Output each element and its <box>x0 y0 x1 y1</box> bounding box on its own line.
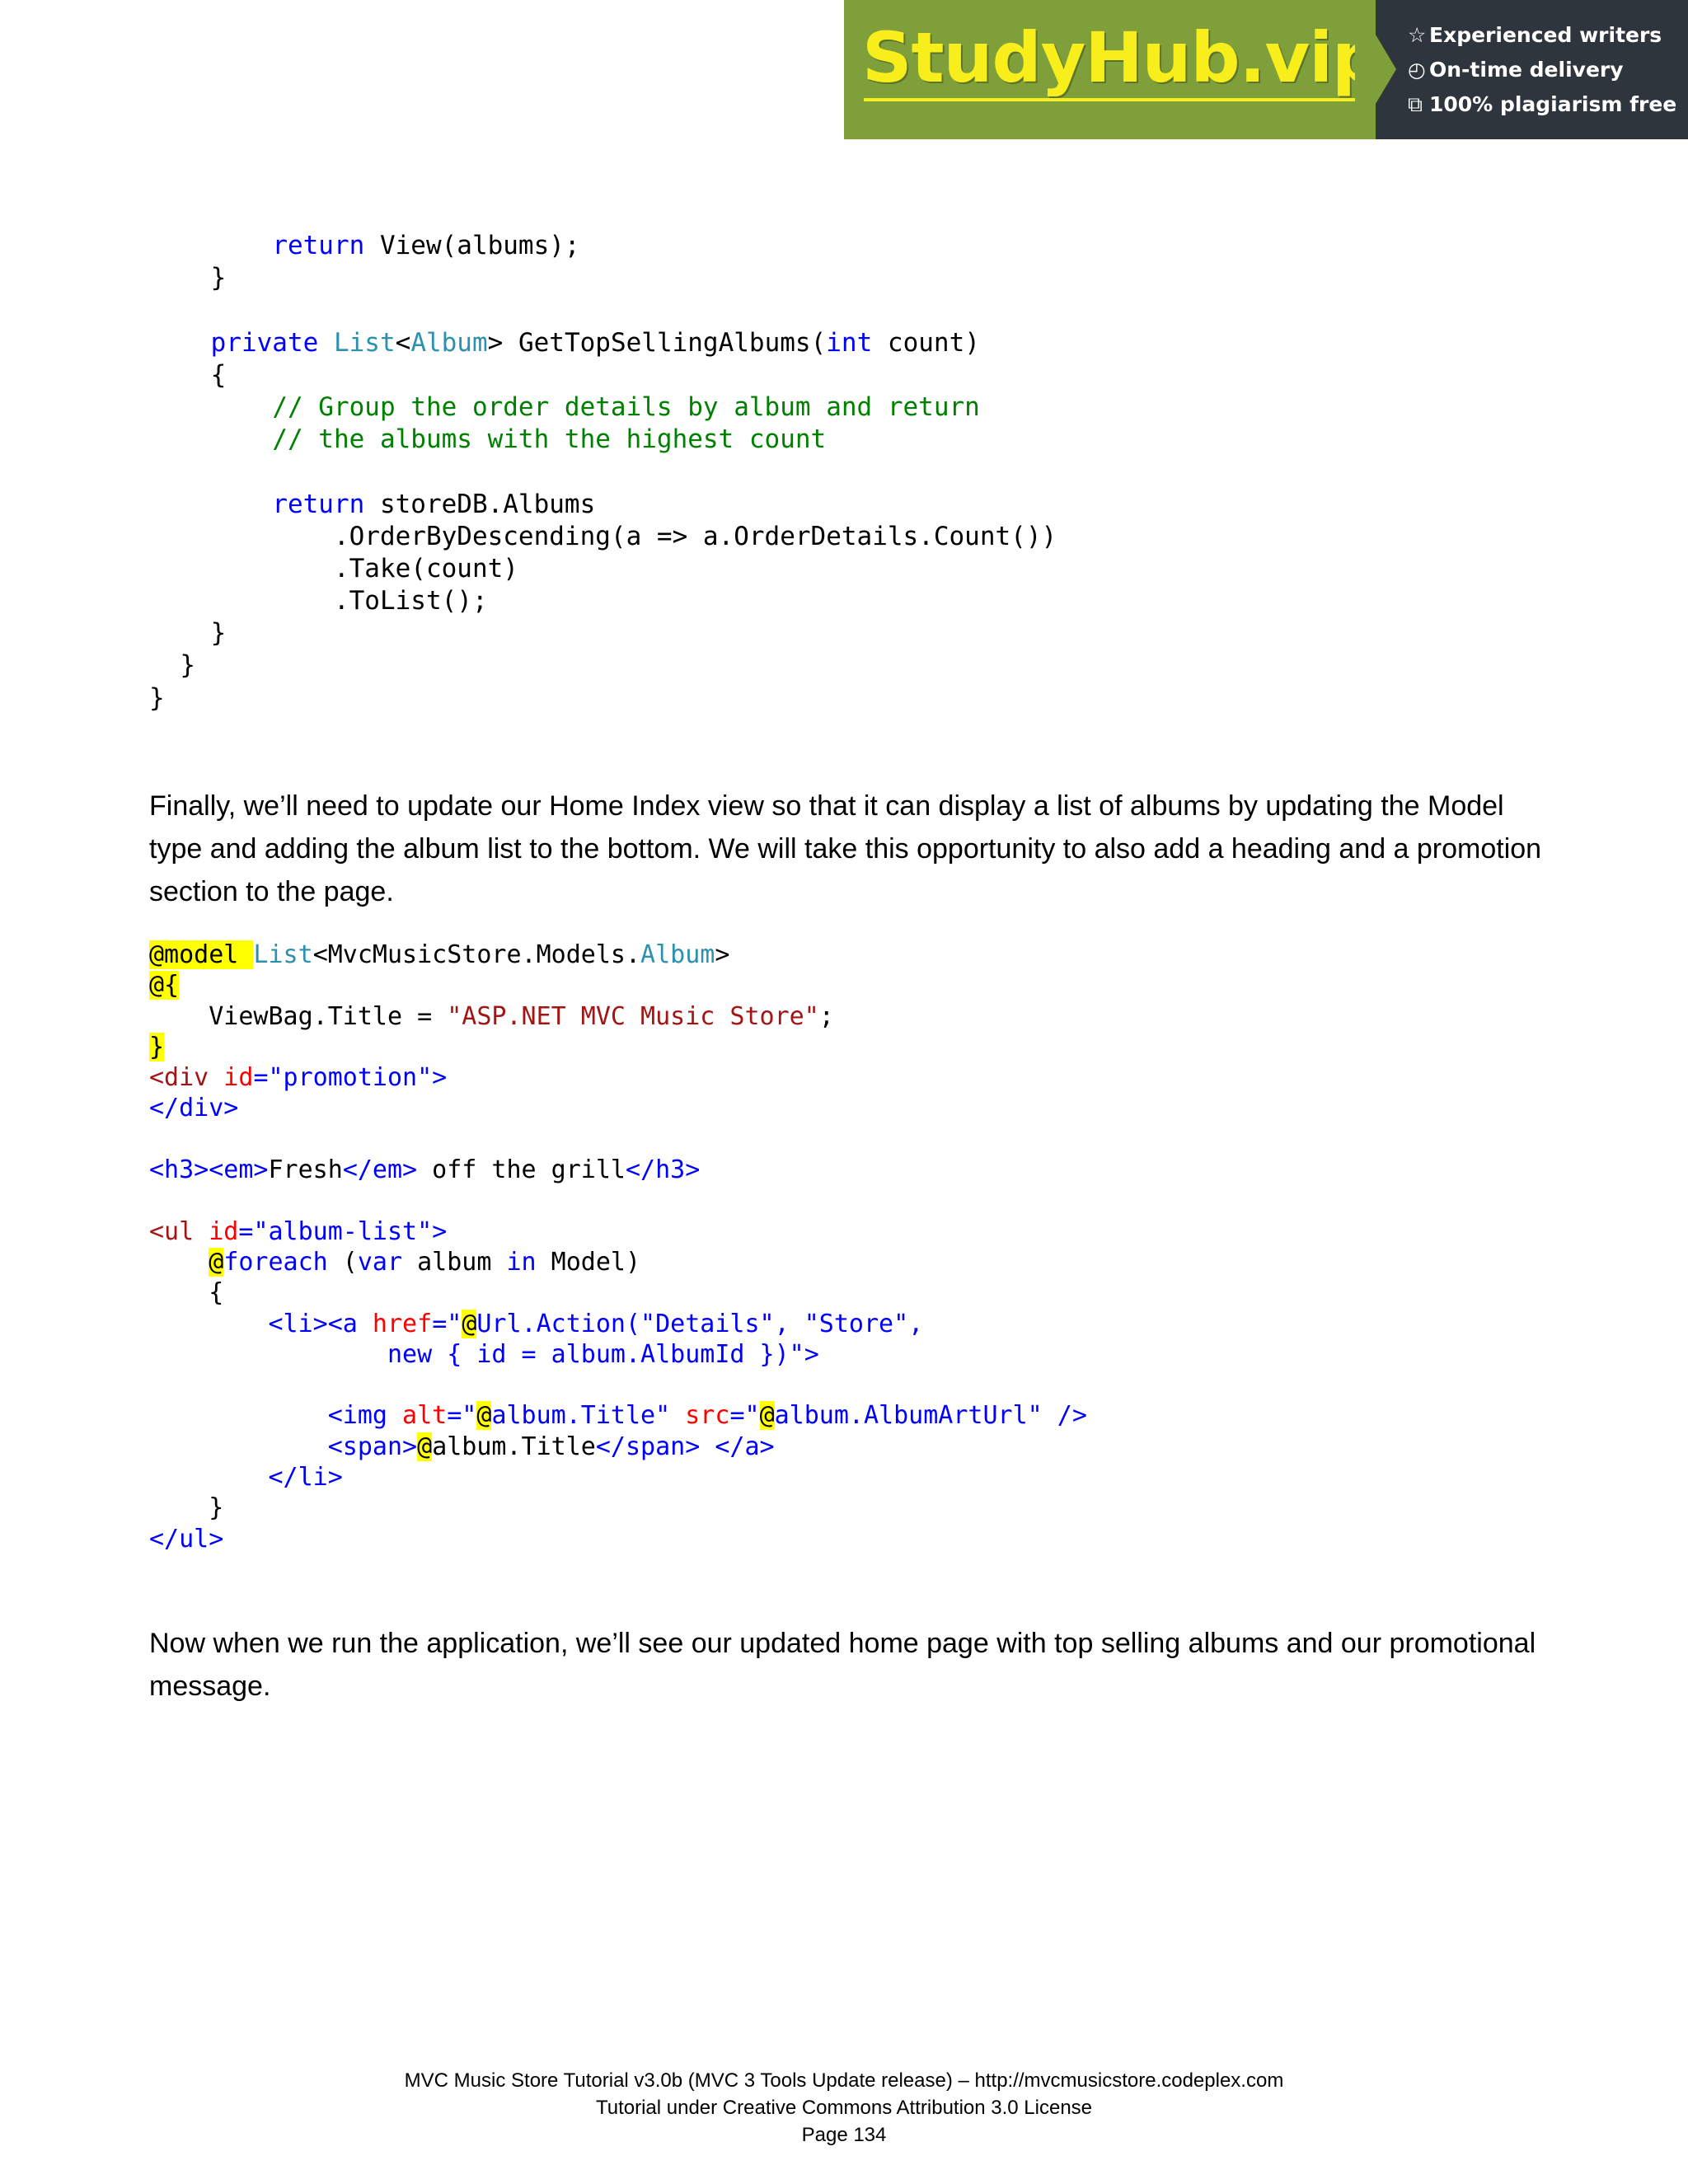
code-line <box>149 1185 1087 1216</box>
code-line: </div> <box>149 1094 239 1123</box>
code-line: <img alt="@album.Title" src="@album.AlbumArtUrl" /> <box>327 1401 1087 1431</box>
studyhub-banner[interactable] <box>844 0 1688 139</box>
code-line: { <box>209 1278 224 1308</box>
copy-icon: ⧉ <box>1408 92 1423 116</box>
code-line: @foreach (var album in Model) <box>209 1247 641 1277</box>
code-line: <h3><em>Fresh</em> off the grill</h3> <box>149 1155 701 1185</box>
code-line: private List<Album> GetTopSellingAlbums(int count) <box>210 327 980 358</box>
code-line: } <box>210 263 227 293</box>
code-line: .OrderByDescending(a => a.OrderDetails.Count()) <box>333 521 1057 551</box>
body-paragraph: Finally, we’ll need to update our Home Index view so that it can display a list of albums by updating the Model type and adding the album list to the bottom. We will take this opportunity to also add a heading and a promotion section to the page. <box>149 790 1542 907</box>
controller-code-block <box>149 230 1057 715</box>
banner-arrow-notch <box>1355 0 1396 138</box>
body-paragraph-2: Now when we run the application, we’ll see our updated home page with top selling albums and our promotional message. <box>149 1628 1536 1702</box>
code-line: new { id = album.AlbumId })"> <box>387 1339 819 1369</box>
code-line: @model List<MvcMusicStore.Models.Album> <box>149 940 730 969</box>
code-line: </li> <box>268 1463 343 1493</box>
code-line: { <box>210 359 227 390</box>
code-line <box>149 456 1057 488</box>
code-line: } <box>210 618 227 649</box>
feature-on-time-delivery: ◴ On-time delivery <box>1408 58 1624 82</box>
code-line <box>149 1124 1087 1155</box>
code-line: } <box>180 650 195 681</box>
code-line <box>149 1370 1087 1400</box>
code-line: } <box>149 682 165 713</box>
feature-plagiarism-free: ⧉ 100% plagiarism free <box>1408 92 1677 116</box>
code-line: .ToList(); <box>333 586 488 616</box>
code-line: } <box>209 1493 224 1523</box>
footer-line-url: MVC Music Store Tutorial v3.0b (MVC 3 Tools Update release) – http://mvcmusicstore.codeplex.com <box>404 2069 1284 2092</box>
footer-line-license: Tutorial under Creative Commons Attribution 3.0 License <box>595 2097 1093 2119</box>
view-code-block <box>149 940 1087 1554</box>
code-line: @{ <box>149 971 180 1001</box>
clock-icon: ◴ <box>1408 58 1426 82</box>
code-line: <li><a href="@Url.Action("Details", "Store", <box>268 1309 924 1338</box>
studyhub-logo: StudyHub.vip <box>862 17 1381 98</box>
code-line: .Take(count) <box>333 553 518 583</box>
code-line <box>149 294 1057 326</box>
page-number: Page 134 <box>801 2124 887 2146</box>
code-line: // Group the order details by album and return <box>272 391 980 422</box>
code-line: } <box>149 1032 165 1062</box>
code-line: </ul> <box>149 1524 224 1554</box>
feature-experienced-writers: ☆ Experienced writers <box>1408 23 1662 47</box>
code-line: return View(albums); <box>272 231 580 260</box>
code-line: <div id="promotion"> <box>149 1063 448 1093</box>
logo-underline <box>864 98 1365 101</box>
code-line: <span>@album.Title</span> </a> <box>327 1432 775 1461</box>
page-footer <box>0 2067 1688 2149</box>
code-line: ViewBag.Title = "ASP.NET MVC Music Store"; <box>209 1001 834 1031</box>
code-line: <ul id="album-list"> <box>149 1216 448 1246</box>
code-line: return storeDB.Albums <box>272 489 596 519</box>
code-line: // the albums with the highest count <box>272 424 827 455</box>
star-icon: ☆ <box>1408 23 1427 47</box>
